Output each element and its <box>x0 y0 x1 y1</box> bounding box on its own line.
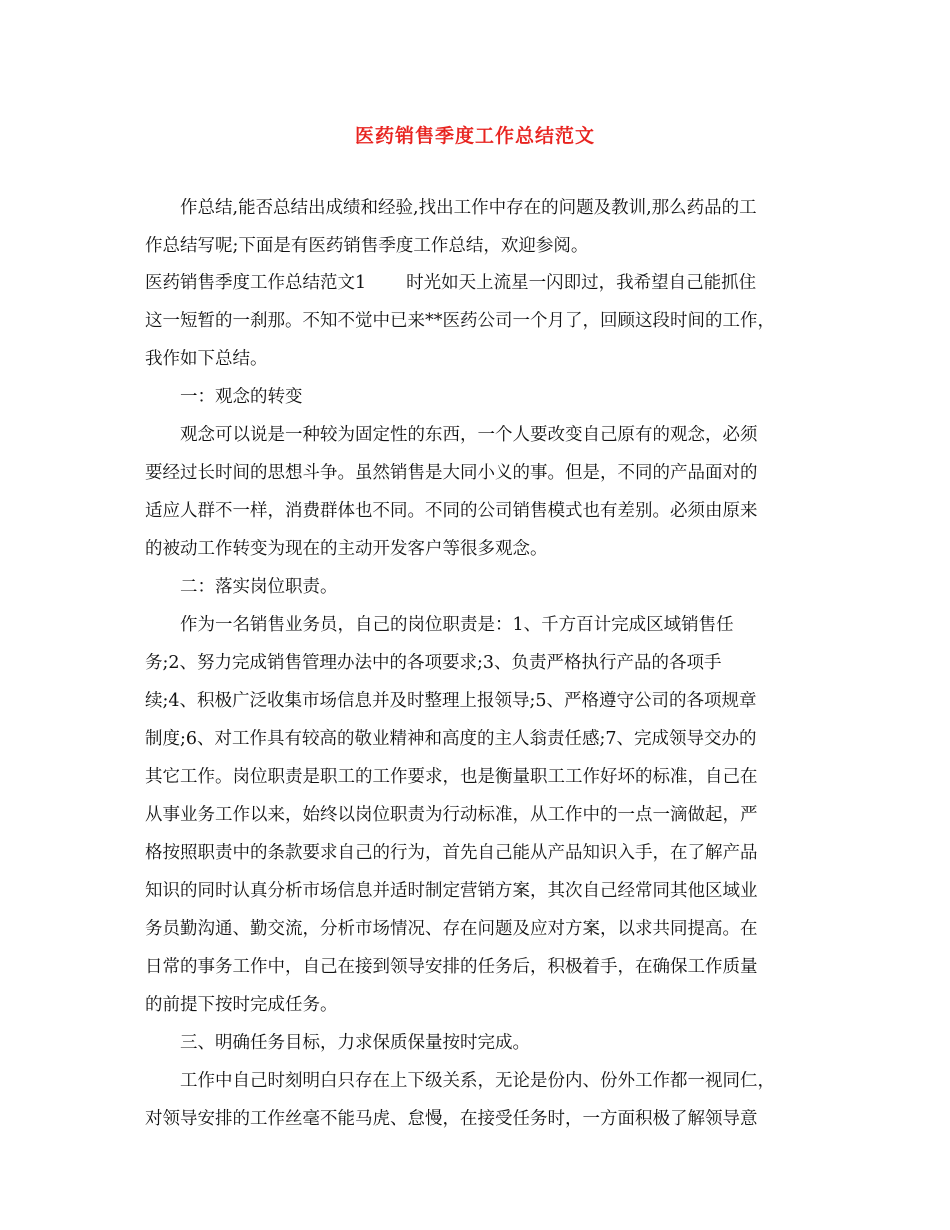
paragraph-line: 作总结写呢;下面是有医药销售季度工作总结，欢迎参阅。 <box>145 236 589 256</box>
paragraph-line: 的前提下按时完成任务。 <box>145 995 338 1015</box>
paragraph-line: 日常的事务工作中，自己在接到领导安排的任务后，积极着手，在确保工作质量 <box>145 957 758 977</box>
paragraph-line: 务员勤沟通、勤交流，分析市场情况、存在问题及应对方案，以求共同提高。在 <box>145 919 758 939</box>
paragraph-line: 格按照职责中的条款要求自己的行为，首先自己能从产品知识入手，在了解产品 <box>145 843 758 863</box>
paragraph-line: 其它工作。岗位职责是职工的工作要求，也是衡量职工工作好坏的标准，自己在 <box>145 767 758 787</box>
paragraph-line: 续;4、积极广泛收集市场信息并及时整理上报领导;5、严格遵守公司的各项规章 <box>145 691 757 711</box>
paragraph-line: 要经过长时间的思想斗争。虽然销售是大同小义的事。但是，不同的产品面对的 <box>145 463 758 483</box>
section-heading-line <box>145 270 756 296</box>
paragraph-line: 对领导安排的工作丝毫不能马虎、怠慢，在接受任务时，一方面积极了解领导意 <box>145 1109 758 1129</box>
paragraph-line: 从事业务工作以来，始终以岗位职责为行动标准，从工作中的一点一滴做起，严 <box>145 805 758 825</box>
paragraph-line: 务;2、努力完成销售管理办法中的各项要求;3、负责严格执行产品的各项手 <box>145 653 722 673</box>
subheading: 二：落实岗位职责。 <box>180 577 338 597</box>
paragraph-line: 工作中自己时刻明白只存在上下级关系，无论是份内、份外工作都一视同仁， <box>180 1071 775 1091</box>
paragraph-line: 知识的同时认真分析市场信息并适时制定营销方案，其次自己经常同其他区域业 <box>145 881 758 901</box>
paragraph-line: 这一短暂的一刹那。不知不觉中已来**医药公司一个月了，回顾这段时间的工作， <box>145 311 775 331</box>
paragraph-line: 适应人群不一样，消费群体也不同。不同的公司销售模式也有差别。必须由原来 <box>145 501 758 521</box>
paragraph-line: 的被动工作转变为现在的主动开发客户等很多观念。 <box>145 539 548 559</box>
paragraph-line: 我作如下总结。 <box>145 349 268 369</box>
paragraph-line: 制度;6、对工作具有较高的敬业精神和高度的主人翁责任感;7、完成领导交办的 <box>145 729 757 749</box>
paragraph-line: 观念可以说是一种较为固定性的东西，一个人要改变自己原有的观念，必须 <box>180 425 758 445</box>
paragraph-line: 作为一名销售业务员，自己的岗位职责是：1、千方百计完成区域销售任 <box>180 615 734 635</box>
subheading: 三、明确任务目标，力求保质保量按时完成。 <box>180 1033 530 1053</box>
paragraph-line: 作总结,能否总结出成绩和经验,找出工作中存在的问题及教训,那么药品的工 <box>180 198 757 218</box>
paragraph-text: 时光如天上流星一闪即过，我希望自己能抓住 <box>406 273 757 293</box>
document-title: 医药销售季度工作总结范文 <box>354 125 595 147</box>
section-heading: 医药销售季度工作总结范文1 <box>145 273 367 293</box>
subheading: 一：观念的转变 <box>180 387 303 407</box>
